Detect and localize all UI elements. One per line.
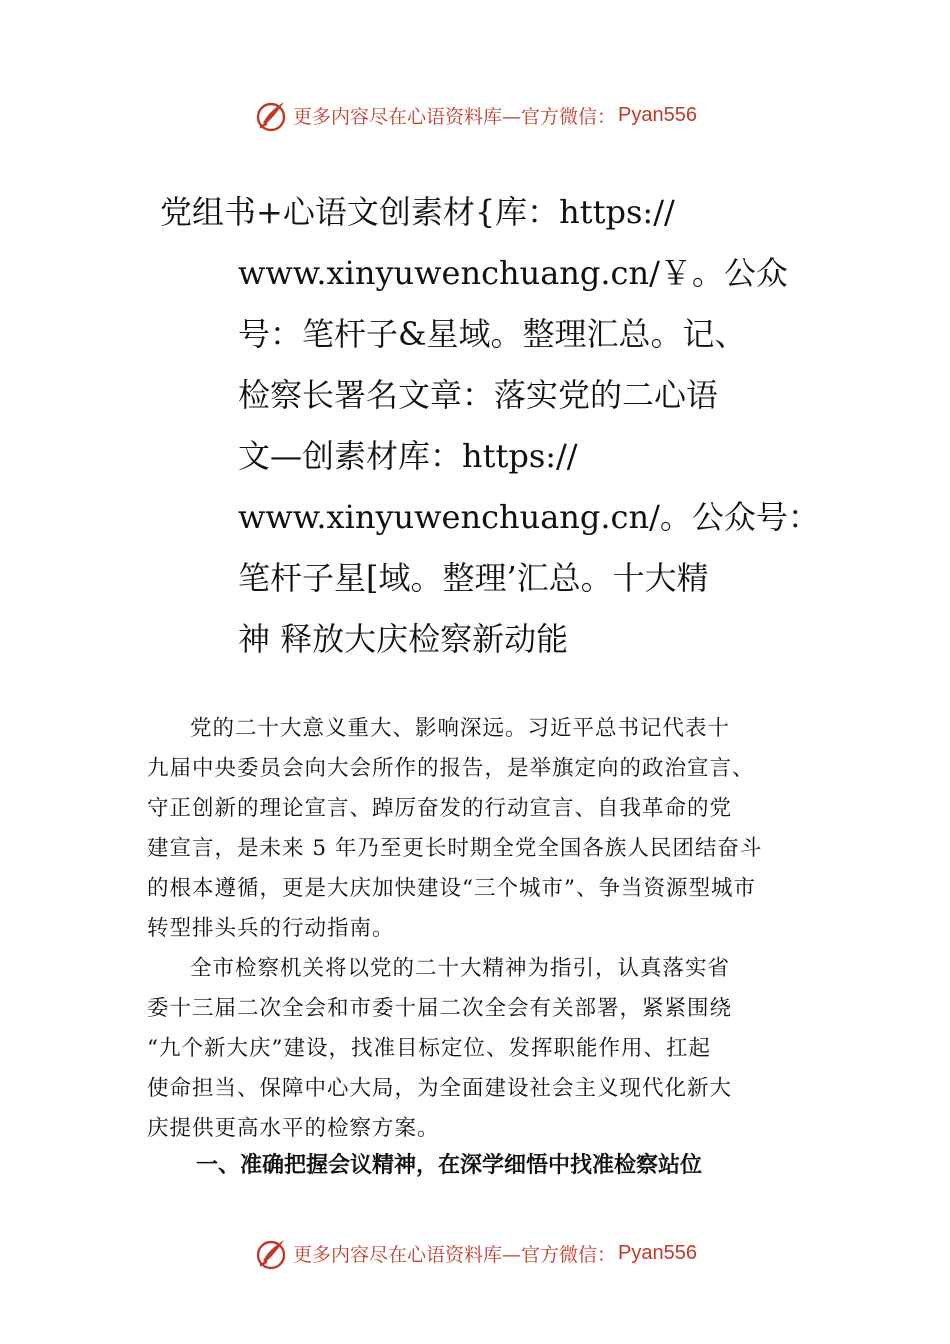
- paragraph-1-line: 的根本遵循，更是大庆加快建设“三个城市”、争当资源型城市: [147, 876, 756, 901]
- title-line: 党组书+心语文创素材{库：https://: [160, 193, 675, 231]
- watermark-text: 更多内容尽在心语资料库—官方微信：: [293, 105, 617, 128]
- paragraph-1-line: 建宣言，是未来 5 年乃至更长时期全党全国各族人民团结奋斗: [147, 836, 763, 861]
- brush-logo-icon: [253, 1235, 289, 1271]
- brush-logo-icon: [253, 97, 289, 133]
- title-line: 神 释放大庆检察新动能: [238, 620, 569, 658]
- paragraph-2-line: “九个新大庆”建设，找准目标定位、发挥职能作用、扛起: [147, 1036, 711, 1061]
- paragraph-1-line: 党的二十大意义重大、影响深远。习近平总书记代表十: [190, 716, 731, 741]
- paragraph-2-line: 委十三届二次全会和市委十届二次全会有关部署，紧紧围绕: [147, 996, 733, 1021]
- paragraph-1-line: 守正创新的理论宣言、踔厉奋发的行动宣言、自我革命的党: [147, 796, 733, 821]
- title-line: 文—创素材库：https://: [238, 437, 578, 475]
- title-line: 号：笔杆子&星域。整理汇总。记、: [238, 315, 747, 353]
- section-heading: 一、准确把握会议精神，在深学细悟中找准检察站位: [196, 1153, 703, 1178]
- watermark-wechat-id: Pyan556: [618, 103, 697, 126]
- watermark-banner-top: [0, 95, 950, 135]
- paragraph-1-line: 九届中央委员会向大会所作的报告，是举旗定向的政治宣言、: [147, 756, 755, 781]
- paragraph-2-line: 使命担当、保障中心大局，为全面建设社会主义现代化新大: [147, 1076, 733, 1101]
- document-body: [147, 709, 847, 1149]
- title-line: 检察长署名文章：落实党的二心语: [238, 376, 719, 414]
- paragraph-2-line: 全市检察机关将以党的二十大精神为指引，认真落实省: [190, 956, 731, 981]
- watermark-text: 更多内容尽在心语资料库—官方微信：: [293, 1243, 617, 1266]
- paragraph-2-line: 庆提供更高水平的检察方案。: [147, 1116, 440, 1141]
- title-line: www.xinyuwenchuang.cn/。公众号：: [238, 498, 820, 536]
- title-line: www.xinyuwenchuang.cn/￥。公众: [238, 254, 788, 292]
- title-line: 笔杆子星[域。整理’汇总。十大精: [238, 559, 709, 597]
- watermark-banner-bottom: [0, 1233, 950, 1273]
- document-title: [160, 182, 820, 670]
- paragraph-1-line: 转型排头兵的行动指南。: [147, 916, 395, 941]
- watermark-wechat-id: Pyan556: [618, 1241, 697, 1264]
